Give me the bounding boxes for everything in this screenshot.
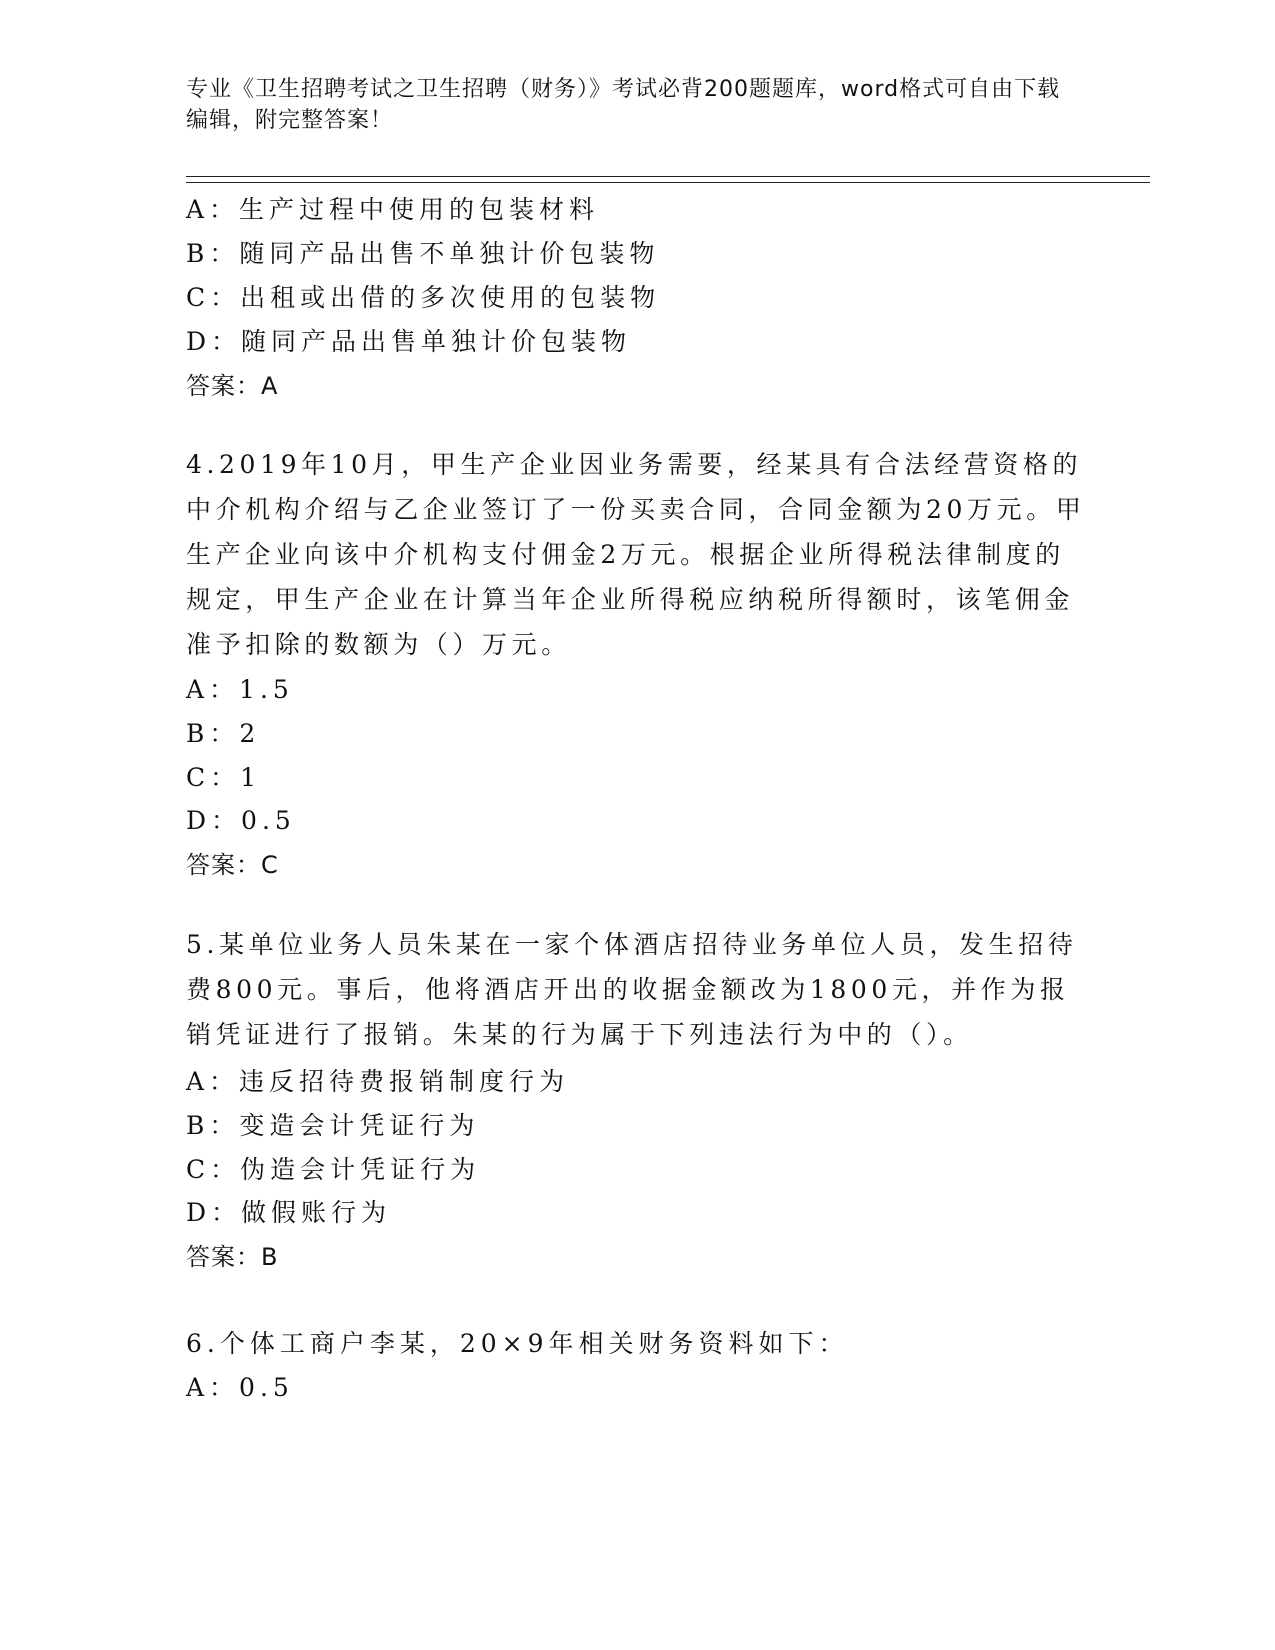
q4-option-b: B：2 bbox=[186, 719, 261, 748]
q5-option-c: C：伪造会计凭证行为 bbox=[186, 1155, 481, 1184]
q3-option-a: A：生产过程中使用的包装材料 bbox=[186, 195, 600, 224]
header-divider-top bbox=[186, 176, 1150, 177]
q5-option-d: D：做假账行为 bbox=[186, 1198, 392, 1227]
q4-stem: 4.2019年10月，甲生产企业因业务需要，经某具有合法经营资格的中介机构介绍与乙企业签订了一份买卖合同，合同金额为20万元。甲生产企业向该中介机构支付佣金2万元。根据企业所得税法律制度的规定，甲生产企业在计算当年企业所得税应纳税所得额时，该笔佣金准予扣除的数额为（）万元。 bbox=[186, 450, 1086, 659]
q5-option-b: B：变造会计凭证行为 bbox=[186, 1111, 480, 1140]
q4-option-a: A：1.5 bbox=[186, 675, 294, 704]
header-divider-bottom bbox=[186, 182, 1150, 183]
q5-answer: 答案：B bbox=[186, 1243, 279, 1271]
q3-option-b: B：随同产品出售不单独计价包装物 bbox=[186, 239, 660, 268]
q5-stem: 5.某单位业务人员朱某在一家个体酒店招待业务单位人员，发生招待费800元。事后，他将酒店开出的收据金额改为1800元，并作为报销凭证进行了报销。朱某的行为属于下列违法行为中的（）。 bbox=[186, 930, 1078, 1049]
q6-option-a: A：0.5 bbox=[186, 1373, 294, 1402]
document-header-title: 专业《卫生招聘考试之卫生招聘（财务）》考试必背200题题库，word格式可自由下载编辑，附完整答案！ bbox=[186, 77, 1061, 133]
q5-option-a: A：违反招待费报销制度行为 bbox=[186, 1067, 570, 1096]
q3-answer: 答案：A bbox=[186, 372, 279, 400]
q4-option-c: C：1 bbox=[186, 763, 262, 792]
q6-stem: 6.个体工商户李某，20×9年相关财务资料如下： bbox=[186, 1329, 849, 1358]
q4-option-d: D：0.5 bbox=[186, 806, 296, 835]
q4-answer: 答案：C bbox=[186, 851, 279, 879]
q3-option-c: C：出租或出借的多次使用的包装物 bbox=[186, 283, 661, 312]
q3-option-d: D：随同产品出售单独计价包装物 bbox=[186, 327, 632, 356]
